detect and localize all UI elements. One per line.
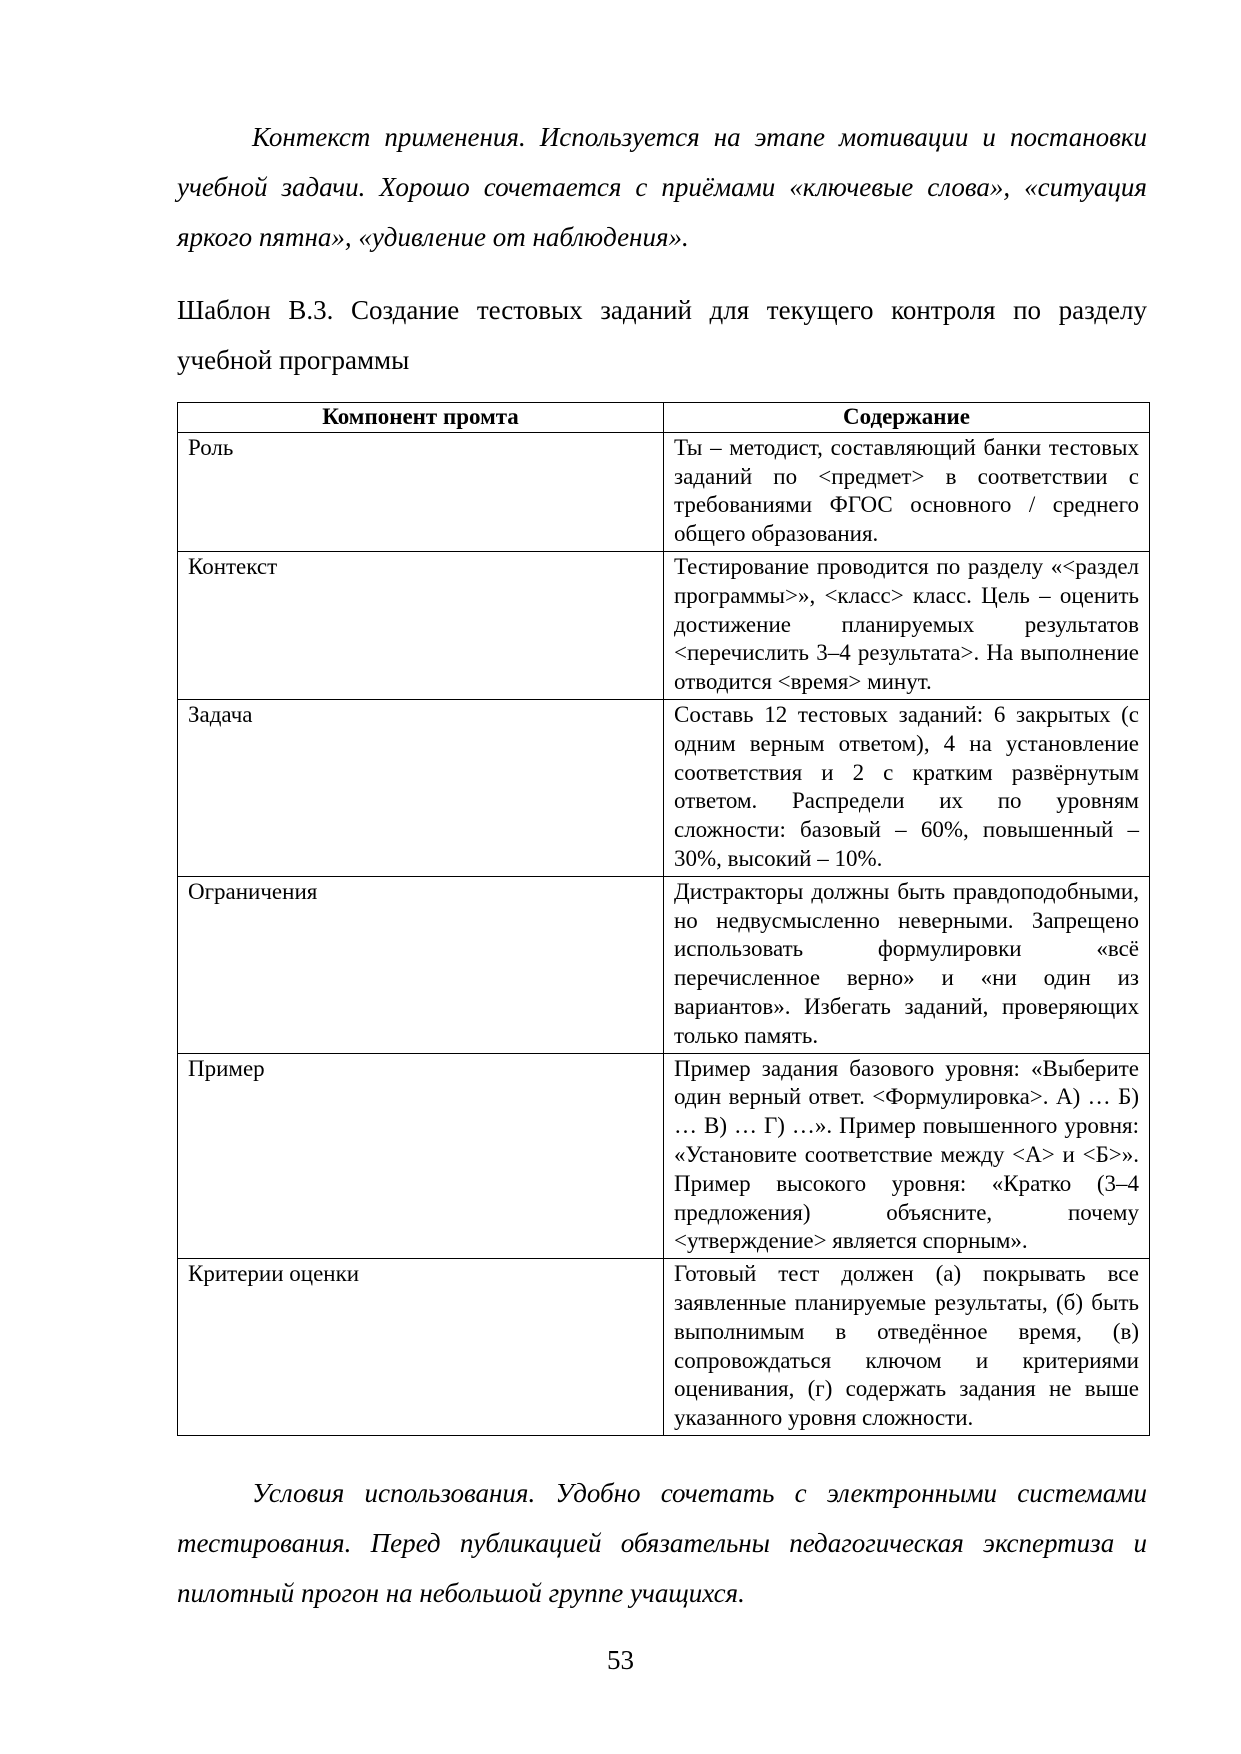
usage-conditions-paragraph: Условия использования. Удобно сочетать с электронными системами тестирования. Перед публикацией обязательны педагогическая экспертиза и пилотный прогон на небольшой группе учащихся. bbox=[177, 1478, 1147, 1608]
context-of-use-paragraph: Контекст применения. Используется на этапе мотивации и постановки учебной задачи. Хорошо сочетается с приёмами «ключевые слова», «ситуация яркого пятна», «удивление от наблюдения». bbox=[177, 122, 1147, 252]
row-criteria-component: Критерии оценки bbox=[178, 1259, 664, 1436]
row-context-component: Контекст bbox=[178, 551, 664, 699]
row-criteria-content: Готовый тест должен (а) покрывать все заявленные планируемые результаты, (б) быть выполнимым в отведённое время, (в) сопровождаться ключом и критериями оценивания, (г) содержать задания не выше указанного уровня сложности. bbox=[664, 1259, 1150, 1436]
table-row bbox=[178, 1259, 1150, 1436]
prompt-template-table bbox=[177, 402, 1150, 1436]
row-example-component: Пример bbox=[178, 1053, 664, 1259]
table-header-row bbox=[178, 403, 1150, 433]
template-caption: Шаблон В.3. Создание тестовых заданий для текущего контроля по разделу учебной программы bbox=[177, 295, 1147, 375]
row-role-component: Роль bbox=[178, 432, 664, 551]
row-constraints-component: Ограничения bbox=[178, 876, 664, 1053]
row-task-component: Задача bbox=[178, 699, 664, 876]
row-role-content: Ты – методист, составляющий банки тестовых заданий по <предмет> в соответствии с требованиями ФГОС основного / среднего общего образования. bbox=[664, 432, 1150, 551]
table-row bbox=[178, 551, 1150, 699]
page-number: 53 bbox=[607, 1645, 634, 1675]
row-constraints-content: Дистракторы должны быть правдоподобными, но недвусмысленно неверными. Запрещено использовать формулировки «всё перечисленное верно» и «ни один из вариантов». Избегать заданий, проверяющих только память. bbox=[664, 876, 1150, 1053]
table-row bbox=[178, 1053, 1150, 1259]
table-row bbox=[178, 699, 1150, 876]
table-row bbox=[178, 432, 1150, 551]
row-task-content: Составь 12 тестовых заданий: 6 закрытых (с одним верным ответом), 4 на установление соответствия и 2 с кратким развёрнутым ответом. Распредели их по уровням сложности: базовый – 60%, повышенный – 30%, высокий – 10%. bbox=[664, 699, 1150, 876]
row-context-content: Тестирование проводится по разделу «<раздел программы>», <класс> класс. Цель – оценить достижение планируемых результатов <перечислить 3–4 результата>. На выполнение отводится <время> минут. bbox=[664, 551, 1150, 699]
header-component: Компонент промта bbox=[178, 403, 664, 433]
header-content: Содержание bbox=[664, 403, 1150, 433]
row-example-content: Пример задания базового уровня: «Выберите один верный ответ. <Формулировка>. А) … Б) … В) … Г) …». Пример повышенного уровня: «Установите соответствие между <А> и <Б>». Пример высокого уровня: «Кратко (3–4 предложения) объясните, почему <утверждение> является спорным». bbox=[664, 1053, 1150, 1259]
prompt-template-table-wrapper bbox=[177, 402, 1149, 1436]
table-row bbox=[178, 876, 1150, 1053]
